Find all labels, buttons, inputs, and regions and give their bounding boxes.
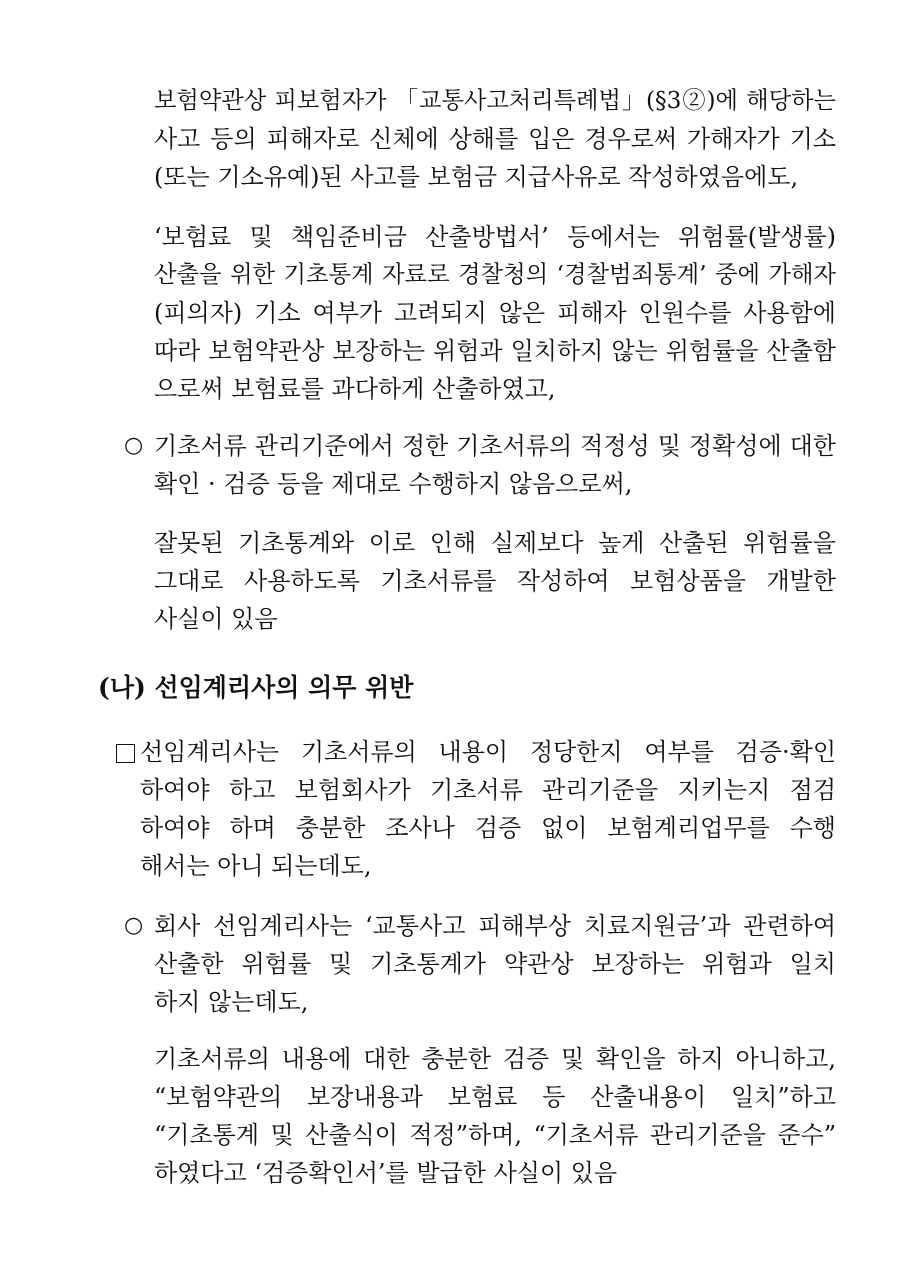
paragraph-actuary-duties: [140, 733, 836, 885]
text-line: 따라 보험약관상 보장하는 위험과 일치하지 않는 위험률을 산출함: [154, 337, 836, 365]
circle-bullet-icon: ○: [124, 913, 144, 938]
text-line: (피의자) 기소 여부가 고려되지 않은 피해자 인원수를 사용함에: [154, 299, 836, 327]
paragraph-verification-failure: [154, 427, 836, 503]
text-line: 사실이 있음: [154, 605, 278, 633]
text-line: 산출을 위한 기초통계 자료로 경찰청의 ‘경찰범죄통계’ 중에 가해자: [154, 261, 836, 288]
text-line: “기초통계 및 산출식이 적정”하며, “기초서류 관리기준을 준수”: [154, 1121, 836, 1149]
paragraph-insurance-terms: [154, 82, 836, 196]
paragraph-product-development: [154, 524, 836, 638]
text-line: 보험약관상 피보험자가 「교통사고처리특례법」(§3②)에 해당하는: [154, 87, 836, 114]
text-line: 산출한 위험률 및 기초통계가 약관상 보장하는 위험과 일치: [154, 950, 836, 978]
section-heading: (나) 선임계리사의 의무 위반: [98, 673, 414, 702]
text-line: 하여야 하고 보험회사가 기초서류 관리기준을 지키는지 점검: [140, 776, 836, 804]
text-line: 확인 · 검증 등을 제대로 수행하지 않음으로써,: [154, 470, 633, 498]
text-line: “보험약관의 보장내용과 보험료 등 산출내용이 일치”하고: [154, 1083, 836, 1111]
paragraph-verification-certificate: [154, 1040, 836, 1192]
text-line: 선임계리사는 기초서류의 내용이 정당한지 여부를 검증·확인: [140, 738, 836, 766]
text-line: 사고 등의 피해자로 신체에 상해를 입은 경우로써 가해자가 기소: [154, 125, 836, 153]
text-line: ‘보험료 및 책임준비금 산출방법서’ 등에서는 위험률(발생률): [154, 223, 836, 251]
text-line: (또는 기소유예)된 사고를 보험금 지급사유로 작성하였음에도,: [154, 163, 799, 191]
text-line: 회사 선임계리사는 ‘교통사고 피해부상 치료지원금’과 관련하여: [154, 912, 836, 940]
text-line: 잘못된 기초통계와 이로 인해 실제보다 높게 산출된 위험률을: [154, 529, 836, 557]
text-line: 기초서류의 내용에 대한 충분한 검증 및 확인을 하지 아니하고,: [154, 1045, 836, 1073]
checkbox-square-icon: [116, 744, 135, 763]
text-line: 기초서류 관리기준에서 정한 기초서류의 적정성 및 정확성에 대한: [154, 432, 836, 460]
text-line: 하지 않는데도,: [154, 988, 309, 1016]
text-line: 으로써 보험료를 과다하게 산출하였고,: [154, 375, 556, 403]
text-line: 해서는 아니 되는데도,: [140, 852, 372, 880]
text-line: 하였다고 ‘검증확인서’를 발급한 사실이 있음: [154, 1159, 618, 1187]
circle-bullet-icon: ○: [124, 433, 144, 458]
paragraph-premium-calculation: [154, 218, 836, 408]
text-line: 그대로 사용하도록 기초서류를 작성하여 보험상품을 개발한: [154, 567, 836, 595]
paragraph-actuary-risk-mismatch: [154, 907, 836, 1021]
text-line: 하여야 하며 충분한 조사나 검증 없이 보험계리업무를 수행: [140, 814, 836, 842]
